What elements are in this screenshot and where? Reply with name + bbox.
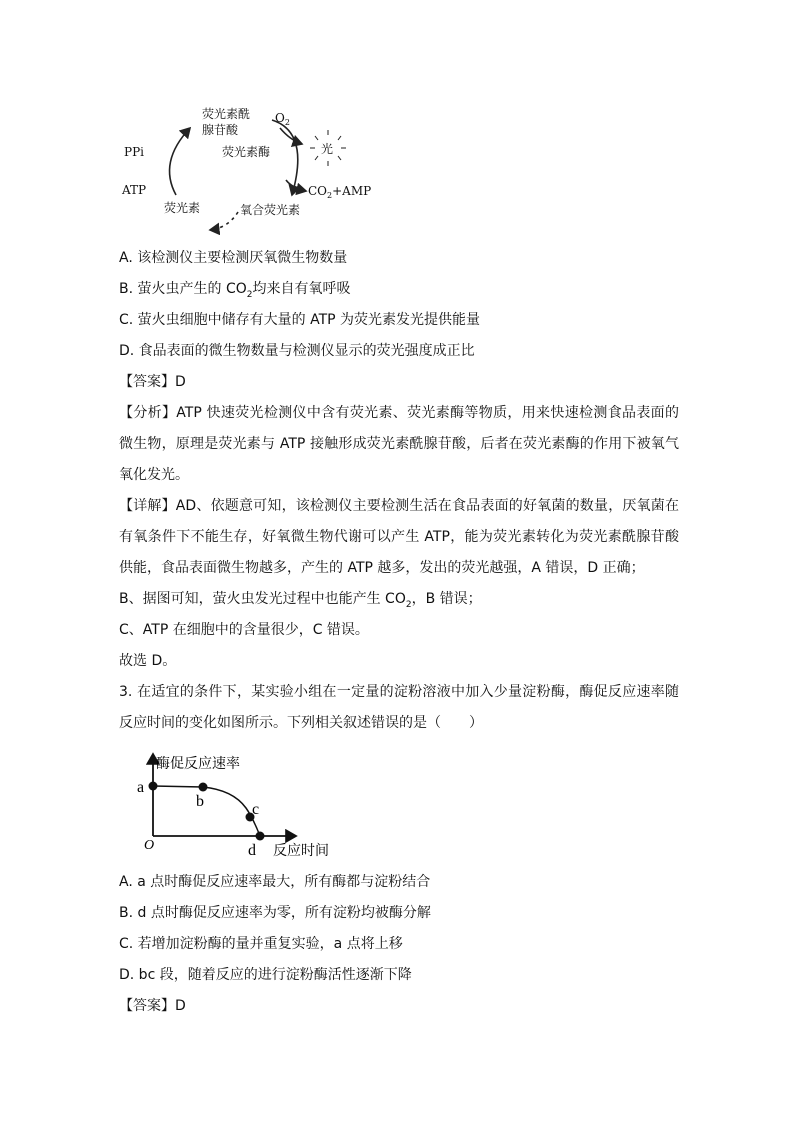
label-adenylate-1: 荧光素酰 (202, 107, 251, 121)
label-oxyluciferin: 氧合荧光素 (240, 203, 301, 217)
origin-label: O (144, 838, 155, 853)
label-adenylate-2: 腺苷酸 (202, 123, 239, 137)
q2-option-d: D. 食品表面的微生物数量与检测仪显示的荧光强度成正比 (119, 343, 475, 359)
point-b (199, 783, 208, 792)
q2-option-b: B. 萤火虫产生的 $CO_2$均来自有氧呼吸 (119, 281, 351, 300)
label-products: $CO_2+AMP$ (308, 184, 372, 200)
label-light: 光 (321, 142, 334, 156)
luciferin-cycle-diagram (110, 100, 400, 235)
label-luciferin: 荧光素 (164, 201, 201, 215)
arrow-o2-in (280, 128, 302, 144)
point-label-c: c (252, 801, 260, 818)
label-enzyme: 荧光素酶 (222, 145, 271, 159)
q2-detail-b: B、据图可知，萤火虫发光过程中也能产生 $CO_2$，B 错误； (119, 591, 482, 610)
rate-curve (153, 786, 260, 836)
q2-detail: 【详解】AD、依题意可知，该检测仪主要检测生活在食品表面的好氧菌的数量，厌氧菌在有氧条件下不能生存，好氧微生物代谢可以产生 ATP，能为荧光素转化为荧光素酰腺苷酸供能，食品表面微生物越多，产生的 ATP 越多，发出的荧光越强，A 错误，D 正确； (119, 498, 679, 576)
q3-option-a: A. a 点时酶促反应速率最大，所有酶都与淀粉结合 (119, 874, 431, 890)
y-axis-label: 酶促反应速率 (156, 756, 240, 772)
q2-option-a: A. 该检测仪主要检测厌氧微生物数量 (119, 250, 348, 266)
q2-detail-c: C、ATP 在细胞中的含量很少，C 错误。 (119, 622, 369, 638)
arrow-adenylate-to-oxy (272, 120, 298, 195)
x-axis-label: 反应时间 (273, 843, 329, 859)
point-a (149, 782, 158, 791)
arrow-oxy-to-luciferin (210, 212, 238, 230)
point-d (256, 832, 265, 841)
rate-time-graph (128, 748, 348, 863)
q2-option-c: C. 萤火虫细胞中储存有大量的 ATP 为荧光素发光提供能量 (119, 312, 481, 328)
q3-stem: 3. 在适宜的条件下，某实验小组在一定量的淀粉溶液中加入少量淀粉酶，酶促反应速率随反应时间的变化如图所示。下列相关叙述错误的是（ ） (119, 684, 679, 731)
q3-option-b: B. d 点时酶促反应速率为零，所有淀粉均被酶分解 (119, 905, 431, 921)
q3-answer: 【答案】D (119, 998, 186, 1014)
point-label-a: a (137, 779, 145, 796)
label-ppi: PPi (124, 145, 144, 159)
arrow-luciferin-to-adenylate (170, 128, 190, 195)
q2-analysis: 【分析】ATP 快速荧光检测仪中含有荧光素、荧光素酶等物质，用来快速检测食品表面的微生物，原理是荧光素与 ATP 接触形成荧光素酰腺苷酸，后者在荧光素酶的作用下被氧气氧化发光。 (119, 405, 679, 483)
q2-conclusion: 故选 D。 (119, 653, 177, 669)
point-label-b: b (196, 793, 204, 810)
label-o2: $O_2$ (275, 111, 290, 127)
point-label-d: d (248, 842, 256, 859)
q2-answer: 【答案】D (119, 374, 186, 390)
label-atp: ATP (122, 183, 147, 197)
q3-option-c: C. 若增加淀粉酶的量并重复实验，a 点将上移 (119, 936, 403, 952)
q3-option-d: D. bc 段，随着反应的进行淀粉酶活性逐渐下降 (119, 967, 412, 983)
